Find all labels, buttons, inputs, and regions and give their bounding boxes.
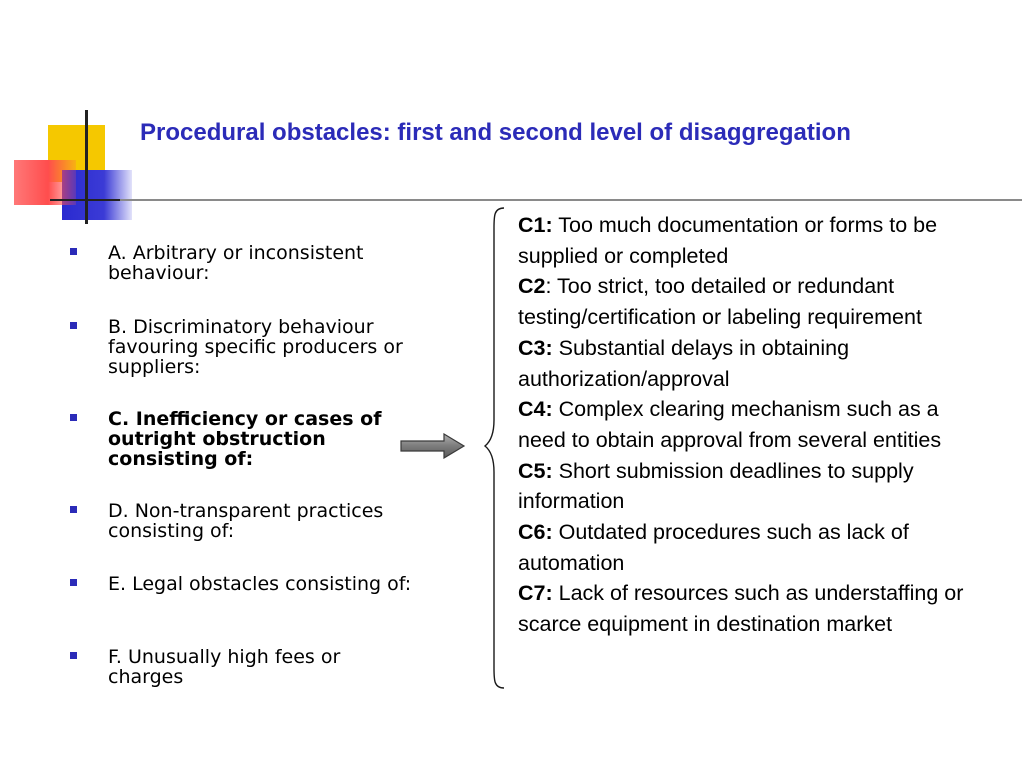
- code-label: C7:: [518, 581, 553, 606]
- code-entry-c5: [518, 456, 968, 517]
- code-entry-c2: [518, 271, 968, 332]
- code-label: C4:: [518, 397, 553, 422]
- bullet-text: F. Unusually high fees or charges: [108, 646, 341, 688]
- code-label: C1:: [518, 213, 553, 237]
- bullet-text: A. Arbitrary or inconsistent behaviour:: [108, 242, 364, 284]
- code-entry-c3: [518, 333, 968, 394]
- code-description: : Too strict, too detailed or redundant testing/certification or labeling requirement: [518, 274, 922, 330]
- right-arrow-icon: [400, 433, 466, 459]
- slide-title: Procedural obstacles: first and second level of disaggregation: [140, 119, 851, 146]
- bullet-text: E. Legal obstacles consisting of:: [108, 573, 412, 595]
- bullet-square-icon: [70, 579, 77, 586]
- title-divider-line: [50, 199, 1022, 201]
- code-description: Complex clearing mechanism such as a need to obtain approval from several entities: [518, 397, 942, 452]
- bullet-square-icon: [70, 652, 77, 659]
- code-label: C2: [518, 274, 546, 299]
- code-label: C6:: [518, 520, 553, 545]
- bullet-square-icon: [70, 414, 77, 421]
- title-divider-accent: [50, 199, 120, 201]
- left-curly-brace-icon: [484, 206, 508, 690]
- bullet-text: D. Non-transparent practices consisting of:: [108, 500, 384, 542]
- code-entry-c1: [518, 210, 968, 271]
- code-label: C5:: [518, 458, 553, 483]
- code-label: C3:: [518, 335, 553, 360]
- code-entry-c7: [518, 578, 968, 639]
- code-description: Outdated procedures such as lack of automation: [518, 520, 909, 575]
- bullet-text: C. Inefficiency or cases of outright obstruction consisting of:: [108, 408, 382, 470]
- bullet-square-icon: [70, 506, 77, 513]
- code-description: Too much documentation or forms to be supplied or completed: [518, 213, 938, 268]
- code-description: Short submission deadlines to supply information: [518, 458, 914, 514]
- bullet-square-icon: [70, 248, 77, 255]
- code-entry-c6: [518, 517, 968, 578]
- bullet-square-icon: [70, 322, 77, 329]
- code-description: Substantial delays in obtaining authorization/approval: [518, 335, 850, 391]
- decorative-vertical-line: [85, 110, 88, 224]
- bullet-text: B. Discriminatory behaviour favouring specific producers or suppliers:: [108, 316, 403, 378]
- code-description: Lack of resources such as understaffing or scarce equipment in destination market: [518, 581, 964, 637]
- sub-obstacle-list: [518, 210, 968, 640]
- code-entry-c4: [518, 394, 968, 455]
